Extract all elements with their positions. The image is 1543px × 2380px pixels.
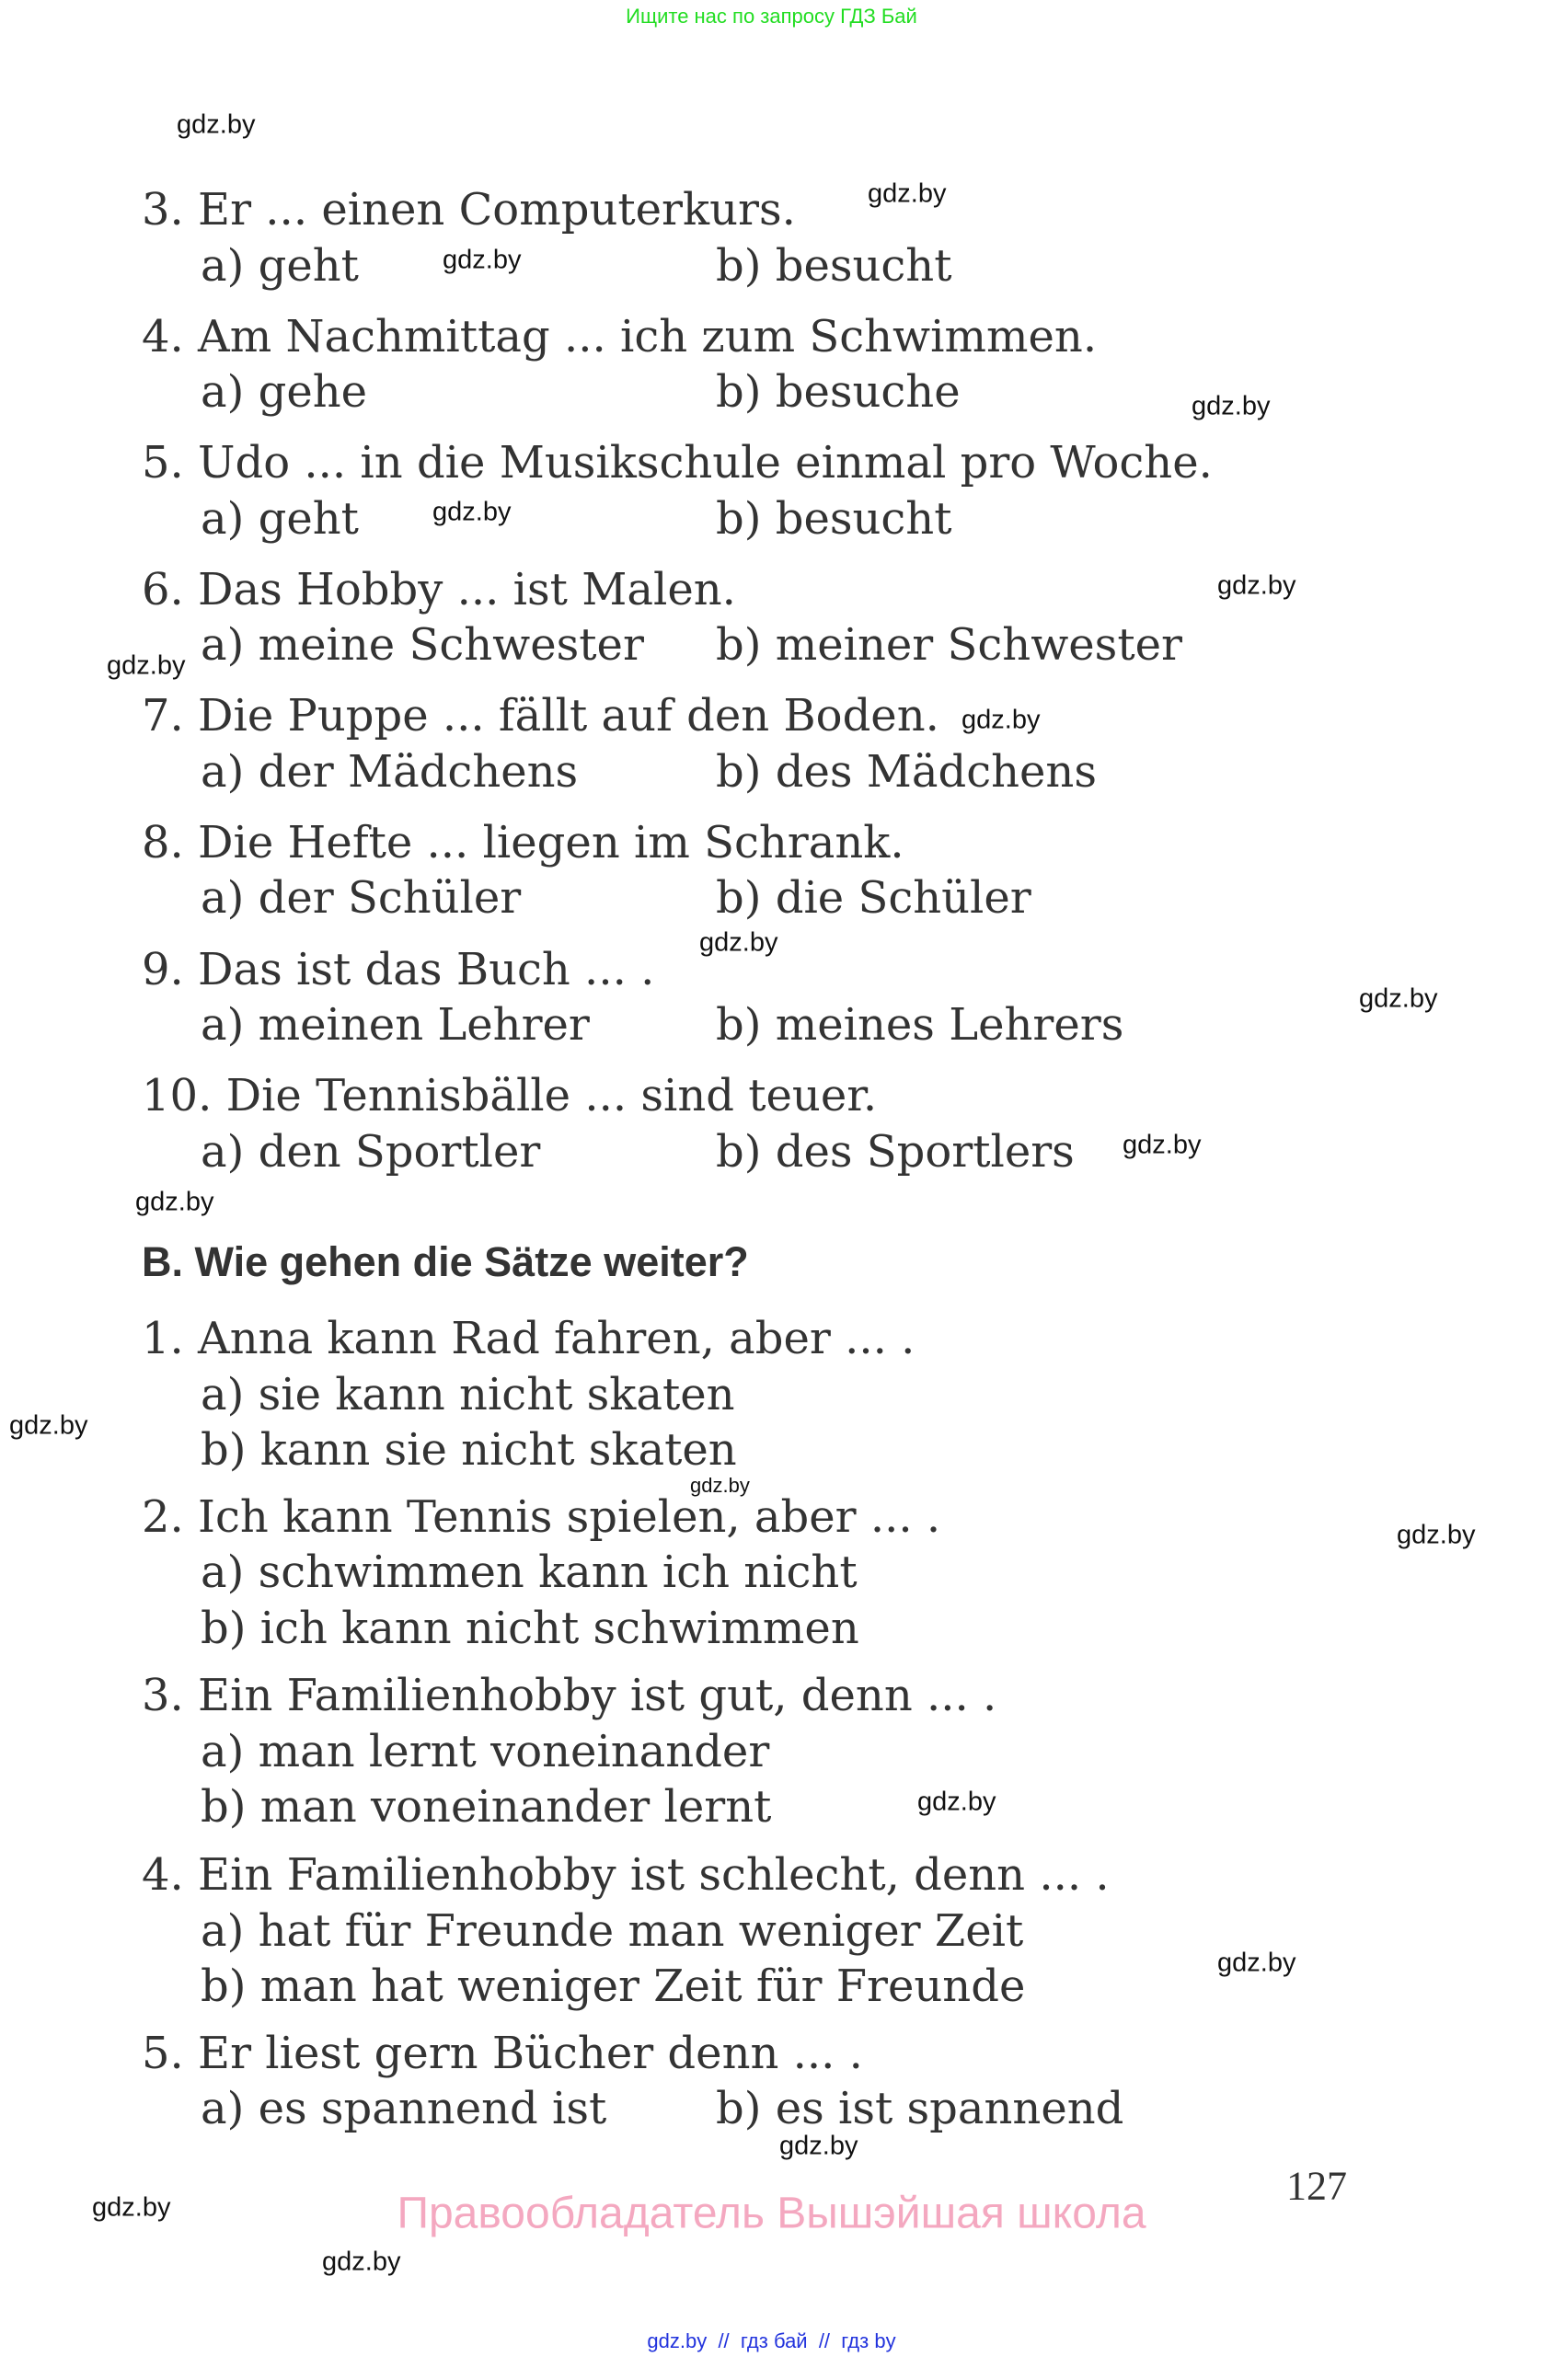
exercise-question: 10. Die Tennisbälle ... sind teuer. xyxy=(142,1070,878,1122)
option-a: a) gehe xyxy=(201,366,368,419)
exercise-question: 5. Er liest gern Bücher denn ... . xyxy=(142,2028,863,2080)
watermark: gdz.by xyxy=(9,1410,88,1441)
watermark: gdz.by xyxy=(322,2247,401,2277)
option-a: a) den Sportler xyxy=(201,1126,541,1179)
exercise-question: 5. Udo ... in die Musikschule einmal pro Woche. xyxy=(142,437,1213,489)
exercise-question: 2. Ich kann Tennis spielen, aber ... . xyxy=(142,1491,941,1544)
option-a: a) geht xyxy=(201,493,359,546)
option-a: a) der Mädchens xyxy=(201,746,579,799)
option-a: a) schwimmen kann ich nicht xyxy=(201,1546,858,1599)
option-b: b) es ist spannend xyxy=(716,2083,1124,2135)
exercise-question: 7. Die Puppe ... fällt auf den Boden. xyxy=(142,690,939,742)
watermark: gdz.by xyxy=(177,109,256,140)
exercise-question: 9. Das ist das Buch ... . xyxy=(142,944,655,996)
watermark: gdz.by xyxy=(690,1474,750,1497)
option-b: b) man hat weniger Zeit für Freunde xyxy=(201,1960,1026,2013)
exercise-question: 3. Er ... einen Computerkurs. xyxy=(142,184,796,236)
watermark: gdz.by xyxy=(135,1187,214,1217)
option-b: b) die Schüler xyxy=(716,872,1031,925)
watermark: gdz.by xyxy=(1217,570,1296,601)
option-a: a) meine Schwester xyxy=(201,619,644,672)
watermark: gdz.by xyxy=(699,927,778,958)
watermark: gdz.by xyxy=(1359,983,1438,1014)
watermark: gdz.by xyxy=(961,705,1041,735)
watermark: gdz.by xyxy=(443,245,522,275)
watermark: gdz.by xyxy=(107,650,186,681)
option-a: a) meinen Lehrer xyxy=(201,999,590,1052)
exercise-question: 8. Die Hefte ... liegen im Schrank. xyxy=(142,817,904,869)
exercise-question: 6. Das Hobby ... ist Malen. xyxy=(142,564,736,616)
watermark: gdz.by xyxy=(779,2131,858,2161)
option-a: a) hat für Freunde man weniger Zeit xyxy=(201,1905,1024,1958)
option-b: b) ich kann nicht schwimmen xyxy=(201,1603,859,1655)
page-number: 127 xyxy=(1286,2163,1347,2209)
option-b: b) man voneinander lernt xyxy=(201,1781,772,1834)
search-hint-header: Ищите нас по запросу ГДЗ Бай xyxy=(626,5,917,28)
option-b: b) besucht xyxy=(716,240,952,293)
watermark: gdz.by xyxy=(432,497,512,527)
watermark: gdz.by xyxy=(1217,1948,1296,1978)
copyright-notice: Правообладатель Вышэйшая школа xyxy=(397,2189,1146,2238)
option-a: a) man lernt voneinander xyxy=(201,1726,770,1778)
option-a: a) der Schüler xyxy=(201,872,522,925)
option-a: a) geht xyxy=(201,240,359,293)
watermark: gdz.by xyxy=(92,2192,171,2223)
option-a: a) es spannend ist xyxy=(201,2083,607,2135)
option-b: b) des Sportlers xyxy=(716,1126,1075,1179)
watermark: gdz.by xyxy=(917,1787,996,1817)
exercise-question: 1. Anna kann Rad fahren, aber ... . xyxy=(142,1313,915,1365)
option-b: b) meines Lehrers xyxy=(716,999,1124,1052)
option-a: a) sie kann nicht skaten xyxy=(201,1369,735,1421)
exercise-question: 4. Am Nachmittag ... ich zum Schwimmen. xyxy=(142,311,1098,363)
exercise-question: 4. Ein Familienhobby ist schlecht, denn ... . xyxy=(142,1849,1110,1902)
section-b-heading: B. Wie gehen die Sätze weiter? xyxy=(142,1238,749,1285)
option-b: b) besuche xyxy=(716,366,961,419)
option-b: b) besucht xyxy=(716,493,952,546)
watermark: gdz.by xyxy=(868,178,947,209)
option-b: b) kann sie nicht skaten xyxy=(201,1424,737,1477)
footer-links[interactable]: gdz.by // гдз бай // гдз by xyxy=(647,2329,896,2352)
exercise-question: 3. Ein Familienhobby ist gut, denn ... . xyxy=(142,1670,997,1722)
option-b: b) meiner Schwester xyxy=(716,619,1182,672)
watermark: gdz.by xyxy=(1192,391,1271,421)
watermark: gdz.by xyxy=(1123,1130,1202,1160)
watermark: gdz.by xyxy=(1397,1520,1476,1550)
option-b: b) des Mädchens xyxy=(716,746,1097,799)
